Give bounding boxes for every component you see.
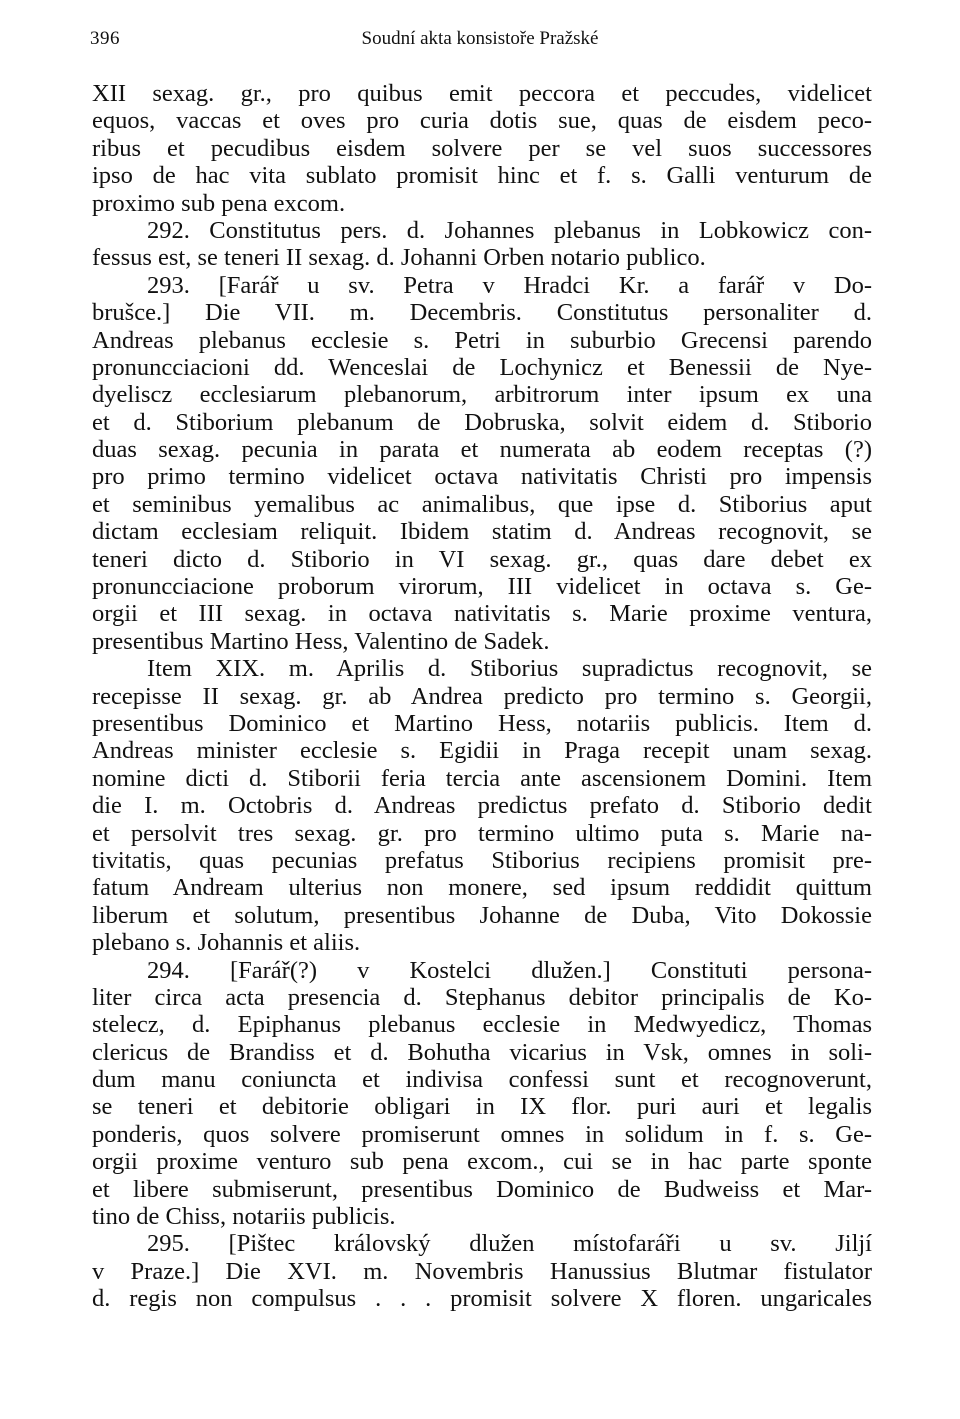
text-line: dictam ecclesiam reliquit. Ibidem statim d. Andreas recognovit, se: [92, 518, 872, 546]
text-line: d. regis non compulsus . . . promisit solvere X floren. ungaricales: [92, 1285, 872, 1313]
text-line: fessus est, se teneri II sexag. d. Johanni Orben notario publico.: [92, 244, 706, 272]
text-line: 293. [Farář u sv. Petra v Hradci Kr. a farář v Do-: [147, 271, 872, 299]
text-line: pronuncciacione proborum virorum, III videlicet in octava s. Ge-: [92, 573, 872, 601]
text-line: dyeliscz ecclesiarum plebanorum, arbitrorum inter ipsum ex una: [92, 381, 872, 409]
page-header: [90, 28, 870, 58]
text-line: orgii et III sexag. in octava nativitatis s. Marie proxime ventura,: [92, 600, 872, 628]
text-line: XII sexag. gr., pro quibus emit peccora et peccudes, videlicet: [92, 80, 872, 107]
text-line: presentibus Martino Hess, Valentino de Sadek.: [92, 627, 550, 655]
text-line: brušce.] Die VII. m. Decembris. Constitutus personaliter d.: [92, 299, 872, 327]
text-line: proximo sub pena excom.: [92, 189, 346, 217]
text-line: 292. Constitutus pers. d. Johannes plebanus in Lobkowicz con-: [147, 216, 872, 244]
text-line: clericus de Brandiss et d. Bohutha vicarius in Vsk, omnes in soli-: [92, 1038, 872, 1066]
body-text: [92, 80, 872, 1313]
text-line: tino de Chiss, notariis publicis.: [92, 1203, 396, 1231]
text-line: orgii proxime venturo sub pena excom., cui se in hac parte sponte: [92, 1148, 872, 1176]
text-line: et libere submiserunt, presentibus Dominico de Budweiss et Mar-: [92, 1175, 872, 1203]
text-line: ribus et pecudibus eisdem solvere per se vel suos successores: [92, 134, 872, 162]
text-line: Andreas plebanus ecclesie s. Petri in suburbio Grecensi parendo: [92, 326, 872, 354]
text-line: 295. [Pištec královský dlužen místofaráři u sv. Jiljí: [147, 1230, 872, 1258]
text-line: dum manu coniuncta et indivisa confessi sunt et recognoverunt,: [92, 1066, 872, 1094]
text-line: ipso de hac vita sublato promisit hinc et f. s. Galli venturum de: [92, 162, 872, 190]
text-line: stelecz, d. Epiphanus plebanus ecclesie in Medwyedicz, Thomas: [92, 1011, 872, 1039]
text-line: tivitatis, quas pecunias prefatus Stiborius recipiens promisit pre-: [92, 846, 872, 874]
text-line: equos, vaccas et oves pro curia dotis sue, quas de eisdem peco-: [92, 107, 872, 135]
text-line: v Praze.] Die XVI. m. Novembris Hanussius Blutmar fistulator: [92, 1257, 872, 1285]
text-line: 294. [Farář(?) v Kostelci dlužen.] Constituti persona-: [147, 956, 872, 984]
text-line: et persolvit tres sexag. gr. pro termino ultimo puta s. Marie na-: [92, 819, 872, 847]
text-line: nomine dicti d. Stiborii feria tercia ante ascensionem Domini. Item: [92, 764, 872, 792]
page-number: 396: [90, 28, 120, 49]
text-line: et seminibus yemalibus ac animalibus, que ipse d. Stiborius aput: [92, 490, 872, 518]
text-line: Item XIX. m. Aprilis d. Stiborius supradictus recognovit, se: [147, 655, 872, 683]
text-line: fatum Andream ulterius non monere, sed ipsum reddidit quittum: [92, 874, 872, 902]
text-line: plebano s. Johannis et aliis.: [92, 929, 361, 957]
text-line: liberum et solutum, presentibus Johanne de Duba, Vito Dokossie: [92, 901, 872, 929]
text-line: recepisse II sexag. gr. ab Andrea predicto pro termino s. Georgii,: [92, 682, 872, 710]
text-line: et d. Stiborium plebanum de Dobruska, solvit eidem d. Stiborio: [92, 408, 872, 436]
text-line: die I. m. Octobris d. Andreas predictus prefato d. Stiborio dedit: [92, 792, 872, 820]
text-line: teneri dicto d. Stiborio in VI sexag. gr., quas dare debet ex: [92, 545, 872, 573]
running-head: Soudní akta konsistoře Pražské: [361, 28, 599, 49]
text-line: se teneri et debitorie obligari in IX flor. puri auri et legalis: [92, 1093, 872, 1121]
text-line: duas sexag. pecunia in parata et numerata ab eodem receptas (?): [92, 436, 872, 464]
text-line: liter circa acta presencia d. Stephanus debitor principalis de Ko-: [92, 983, 872, 1011]
text-line: Andreas minister ecclesie s. Egidii in Praga recepit unam sexag.: [92, 737, 872, 765]
text-line: ponderis, quos solvere promiserunt omnes in solidum in f. s. Ge-: [92, 1120, 872, 1148]
text-line: pronuncciacioni dd. Wenceslai de Lochynicz et Benessii de Nye-: [92, 353, 872, 381]
text-line: pro primo termino videlicet octava nativitatis Christi pro impensis: [92, 463, 872, 491]
text-line: presentibus Dominico et Martino Hess, notariis publicis. Item d.: [92, 709, 872, 737]
